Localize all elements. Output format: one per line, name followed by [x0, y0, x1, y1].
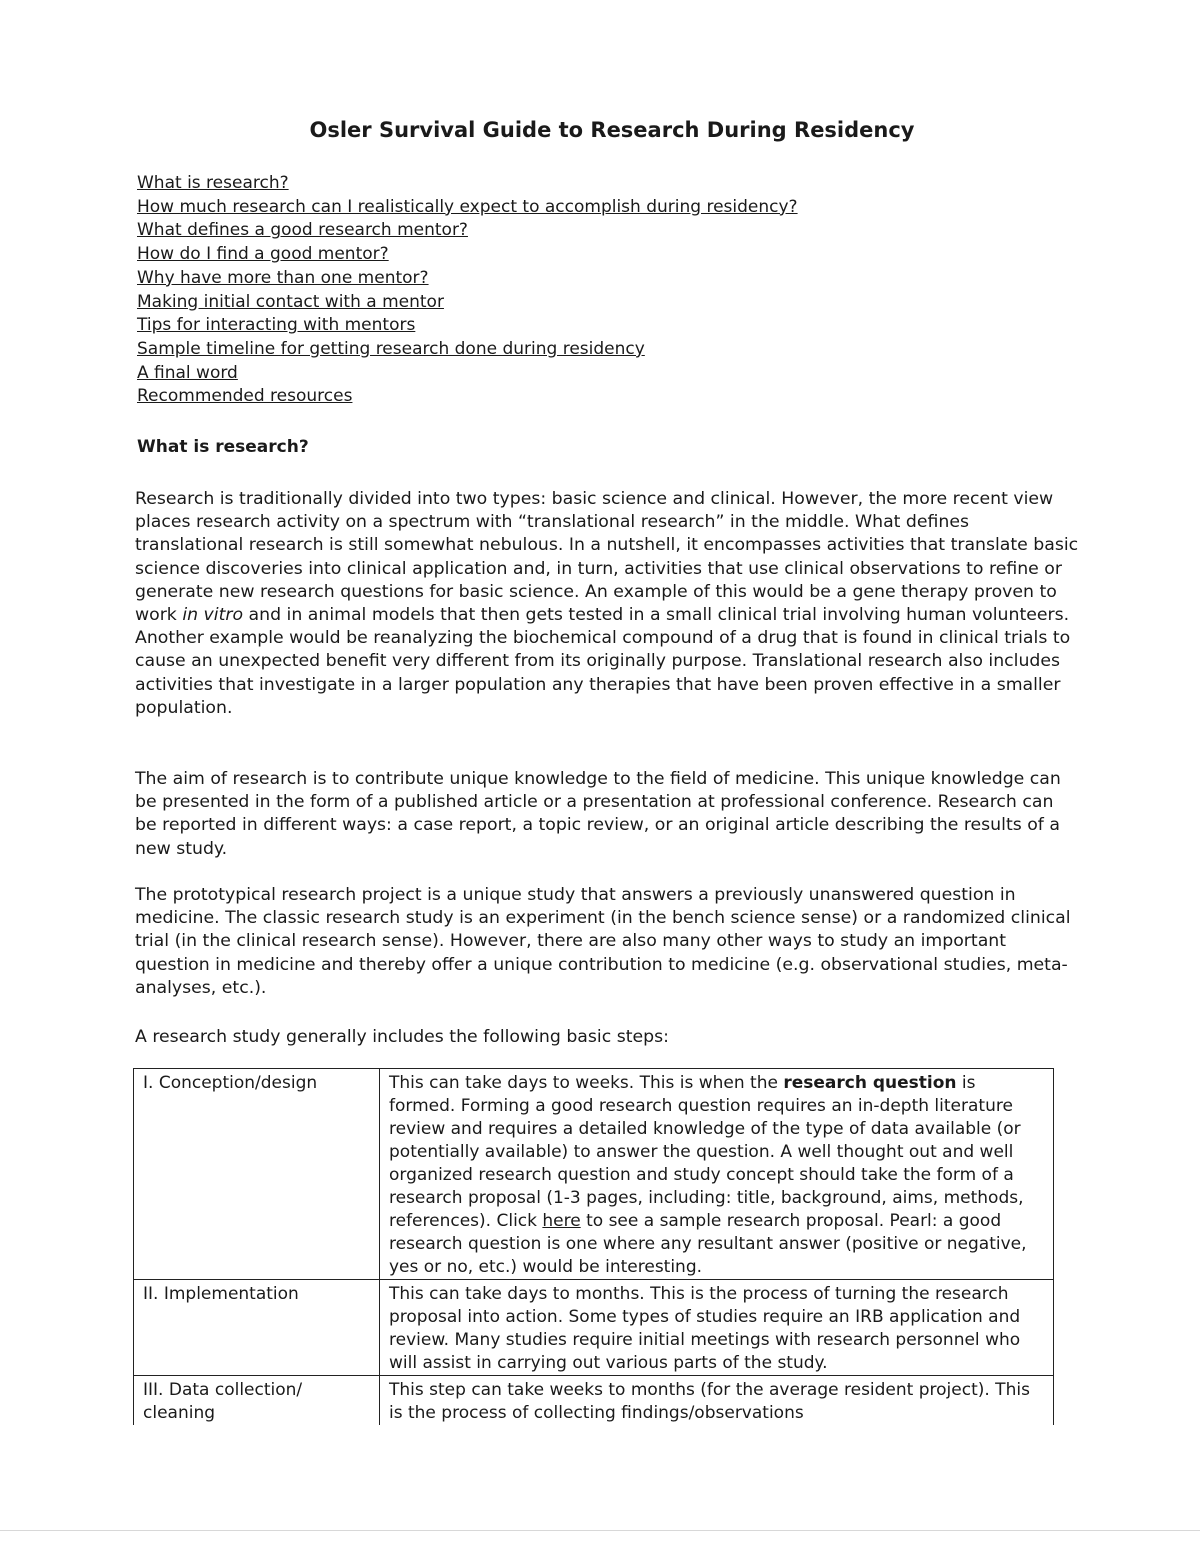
table-row [134, 1280, 1054, 1376]
toc-link-recommended-resources[interactable]: Recommended resources [137, 386, 353, 407]
sample-proposal-link[interactable]: here [542, 1211, 581, 1231]
paragraph-research-aim: The aim of research is to contribute unique knowledge to the field of medicine. This unique knowledge can be presented in the form of a published article or a presentation at professional conference. Research can be reported in different ways: a case report, a topic review, or an original article describing the results of a new study. [135, 769, 1061, 859]
step-name: I. Conception/design [134, 1069, 380, 1280]
scan-edge-line [0, 1530, 1200, 1531]
step-text: is formed. Forming a good research question requires an in-depth literature review and requires a detailed knowledge of the type of data available (or potentially available) to answer the question. A well thought out and well organized research question and study concept should take the form of a research proposal (1-3 pages, including: title, background, aims, methods, references). Click [389, 1073, 1024, 1231]
page-title: Osler Survival Guide to Research During Residency [309, 118, 915, 142]
section-heading: What is research? [137, 437, 309, 457]
research-steps-table [133, 1068, 1054, 1425]
italic-term: in vitro [182, 605, 244, 626]
toc-link-more-than-one-mentor[interactable]: Why have more than one mentor? [137, 267, 429, 288]
paragraph-text: and in animal models that then gets tested in a small clinical trial involving human volunteers. Another example would be reanalyzing the biochemical compound of a drug that is found in clinical trials to cause an unexpected benefit very different from its originally purpose. Translational research also includes activities that investigate in a larger population any therapies that have been proven effective in a smaller population. [135, 605, 1071, 718]
paragraph-steps-intro: A research study generally includes the following basic steps: [135, 1027, 669, 1047]
toc-link-tips-interacting[interactable]: Tips for interacting with mentors [137, 315, 416, 336]
toc-link-initial-contact[interactable]: Making initial contact with a mentor [137, 291, 444, 312]
toc-link-find-good-mentor[interactable]: How do I find a good mentor? [137, 244, 389, 265]
paragraph-prototypical-project: The prototypical research project is a unique study that answers a previously unanswered question in medicine. The classic research study is an experiment (in the bench science sense) or a randomized clinical trial (in the clinical research sense). However, there are also many other ways to study an important question in medicine and thereby offer a unique contribution to medicine (e.g. observational studies, meta-analyses, etc.). [135, 885, 1071, 998]
table-row [134, 1069, 1054, 1280]
table-of-contents [137, 172, 798, 409]
step-description: This can take days to months. This is the process of turning the research proposal into action. Some types of studies require an IRB application and review. Many studies require initial meetings with research personnel who will assist in carrying out various parts of the study. [380, 1280, 1054, 1376]
step-text: to see a sample research proposal. Pearl: a good research question is one where any resultant answer (positive or negative, yes or no, etc.) would be interesting. [389, 1211, 1027, 1277]
step-description [380, 1069, 1054, 1280]
toc-link-sample-timeline[interactable]: Sample timeline for getting research done during residency [137, 338, 645, 359]
paragraph-research-types [135, 488, 1080, 720]
step-name: III. Data collection/ cleaning [134, 1376, 380, 1426]
step-name: II. Implementation [134, 1280, 380, 1376]
step-description: This step can take weeks to months (for the average resident project). This is the process of collecting findings/observations [380, 1376, 1054, 1426]
toc-link-final-word[interactable]: A final word [137, 362, 238, 383]
step-text: This can take days to weeks. This is when the [389, 1073, 784, 1093]
bold-term: research question [783, 1073, 957, 1093]
toc-link-how-much-research[interactable]: How much research can I realistically expect to accomplish during residency? [137, 196, 798, 217]
table-row [134, 1376, 1054, 1426]
paragraph-text: Research is traditionally divided into two types: basic science and clinical. However, the more recent view places research activity on a spectrum with “translational research” in the middle. What defines translational research is still somewhat nebulous. In a nutshell, it encompasses activities that translate basic science discoveries into clinical application and, in turn, activities that use clinical observations to refine or generate new research questions for basic science. An example of this would be a gene therapy proven to work [135, 489, 1079, 626]
toc-link-good-research-mentor[interactable]: What defines a good research mentor? [137, 220, 468, 241]
toc-link-what-is-research[interactable]: What is research? [137, 173, 289, 193]
